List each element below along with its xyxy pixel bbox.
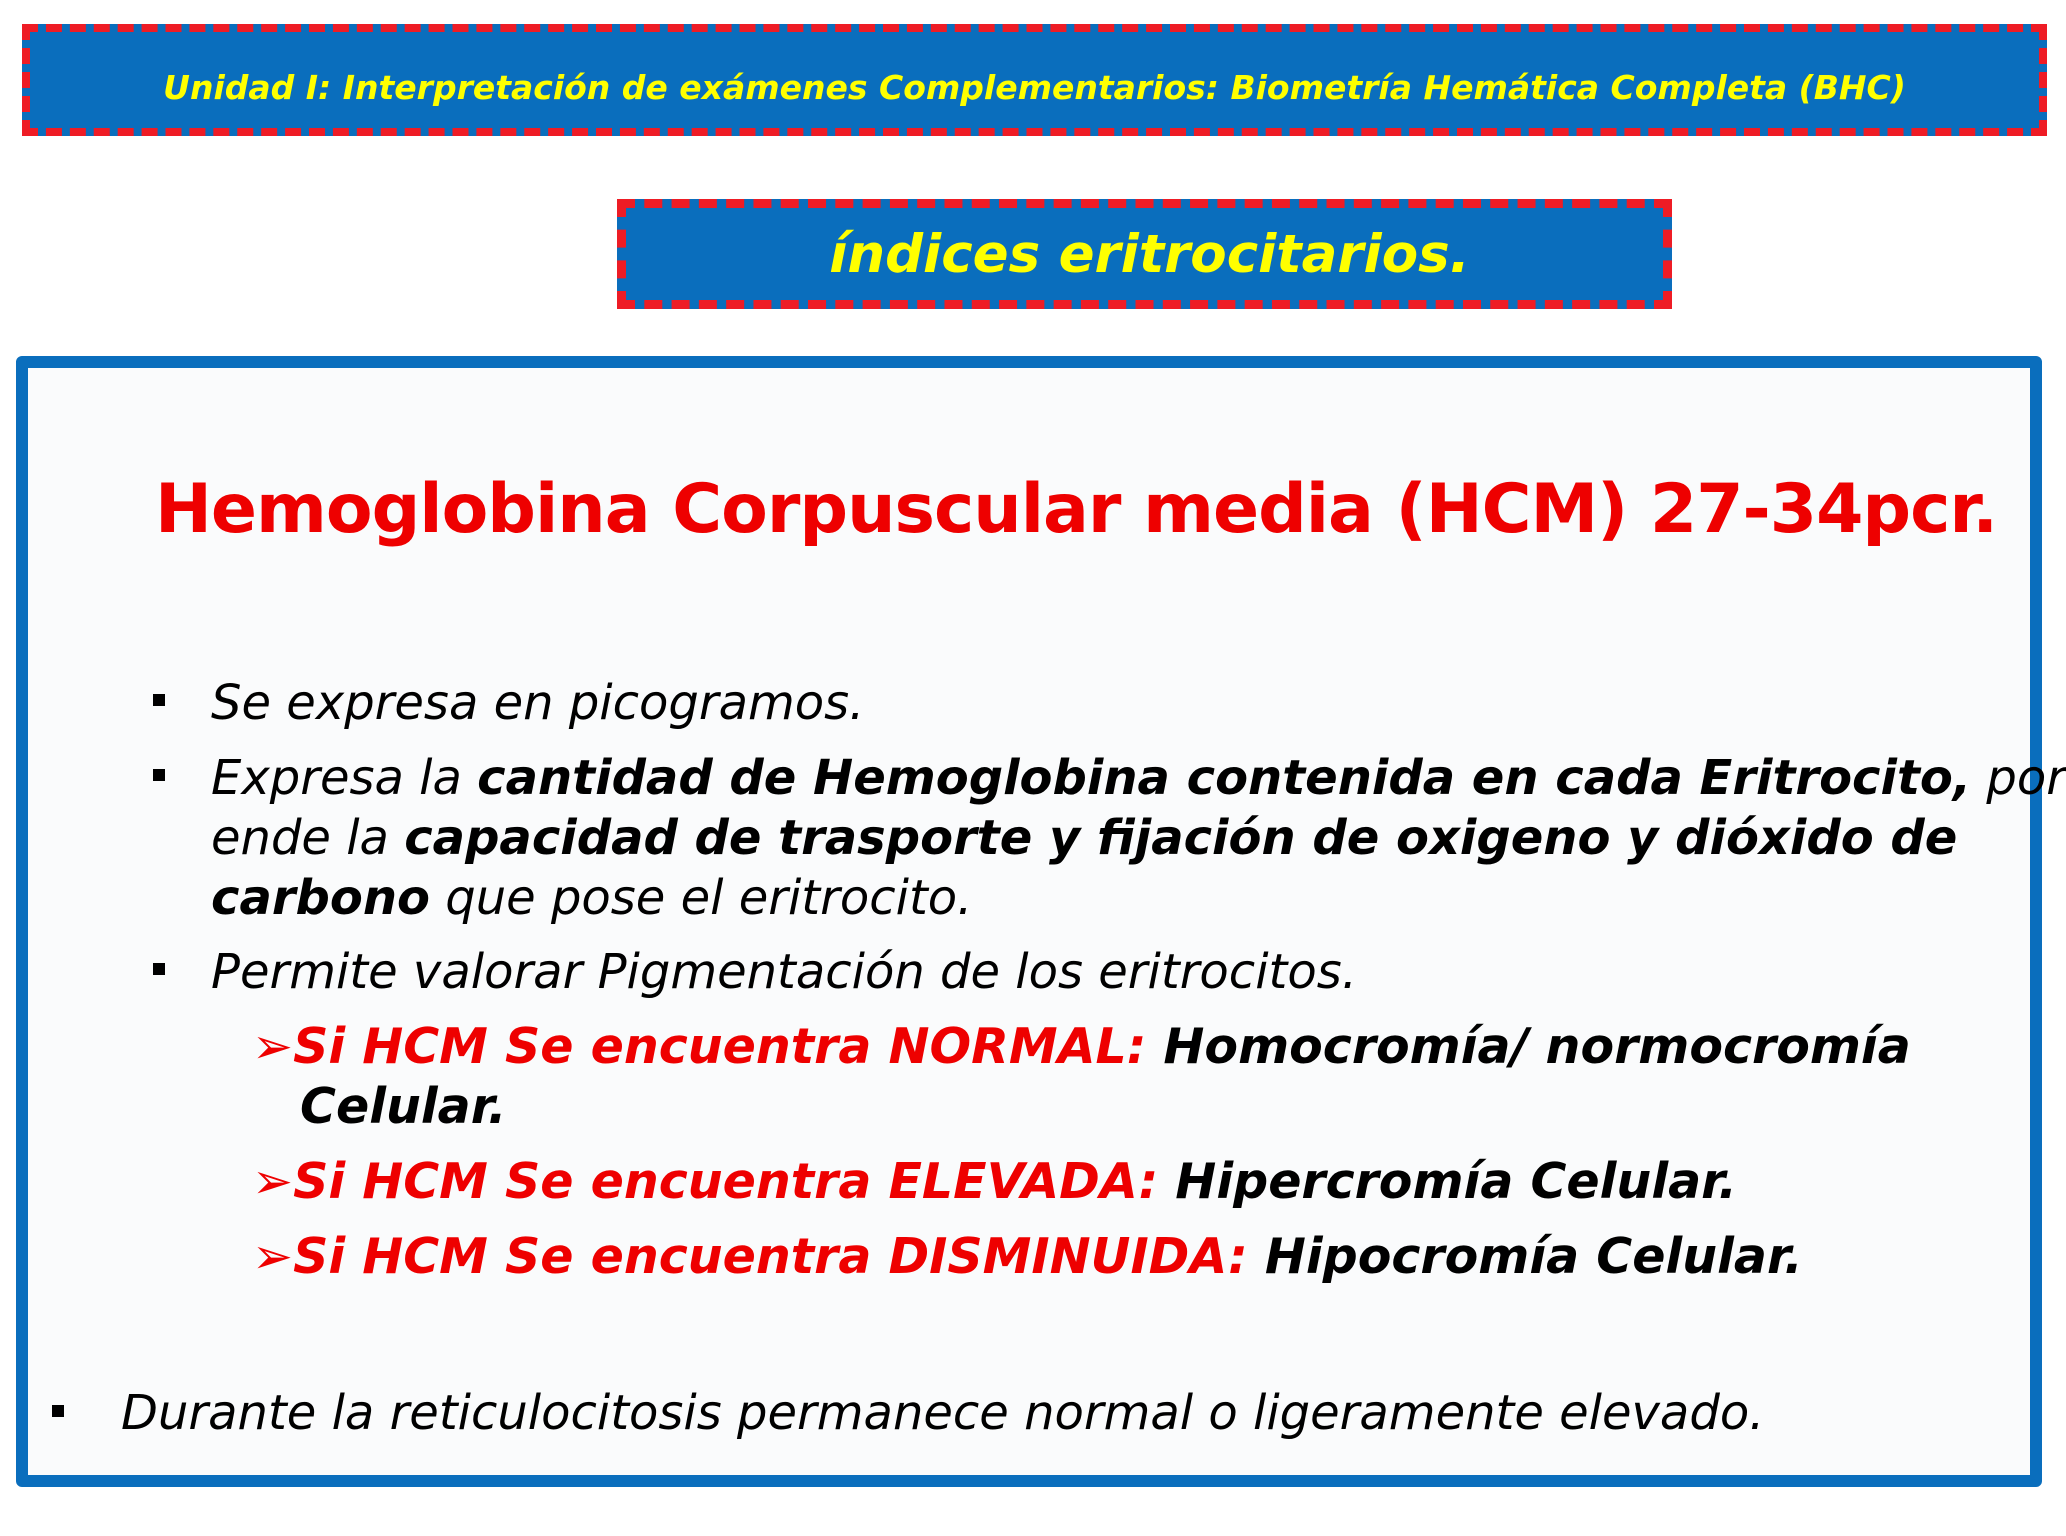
- bullet-marker: [153, 769, 165, 781]
- text-segment: por: [1971, 750, 2066, 806]
- result-text: Hipercromía Celular.: [1158, 1153, 1737, 1210]
- unit-title-banner: [22, 24, 2047, 136]
- text-segment: Expresa la: [211, 750, 478, 806]
- unit-title-text: Unidad I: Interpretación de exámenes Complementarios: Biometría Hemática Completa (BHC): [163, 67, 1906, 107]
- arrow-bullet-icon: ➢: [252, 1153, 294, 1210]
- bold-segment: cantidad de Hemoglobina contenida en cada Eritrocito,: [477, 750, 1972, 806]
- sub-item-elevada: [252, 1152, 1737, 1212]
- section-subtitle-text: índices eritrocitarios.: [829, 223, 1470, 285]
- bullet-text-cantidad-line2: [211, 808, 1957, 868]
- bullet-text-cantidad-line1: [211, 748, 2066, 808]
- result-text-cont: Celular.: [300, 1078, 507, 1135]
- bullet-marker: [52, 1405, 64, 1417]
- condition-text: Si HCM Se encuentra NORMAL:: [293, 1018, 1147, 1075]
- bold-segment: capacidad de trasporte y fijación de oxigeno y dióxido de: [404, 810, 1958, 866]
- sub-item-normal-cont: [300, 1077, 507, 1137]
- condition-text: Si HCM Se encuentra DISMINUIDA:: [293, 1228, 1248, 1285]
- bullet-text-cantidad-line3: [211, 868, 972, 928]
- result-text: Hipocromía Celular.: [1247, 1228, 1803, 1285]
- section-subtitle-box: [617, 199, 1672, 309]
- text-segment: que pose el eritrocito.: [430, 870, 973, 926]
- arrow-bullet-icon: ➢: [252, 1228, 294, 1285]
- bullet-marker: [153, 694, 165, 706]
- main-heading: Hemoglobina Corpuscular media (HCM) 27-34pcr.: [155, 470, 1998, 549]
- condition-text: Si HCM Se encuentra ELEVADA:: [293, 1153, 1159, 1210]
- sub-item-normal: [252, 1017, 1911, 1077]
- bold-segment: carbono: [211, 870, 430, 926]
- bullet-text-pigmentacion: Permite valorar Pigmentación de los eritrocitos.: [211, 944, 1357, 1000]
- arrow-bullet-icon: ➢: [252, 1018, 294, 1075]
- bullet-marker: [153, 963, 165, 975]
- bullet-text-picogramos: Se expresa en picogramos.: [211, 675, 865, 731]
- result-text: Homocromía/ normocromía: [1146, 1018, 1911, 1075]
- bullet-text-reticulocitosis: Durante la reticulocitosis permanece normal o ligeramente elevado.: [121, 1385, 1765, 1441]
- sub-item-disminuida: [252, 1227, 1803, 1287]
- text-segment: ende la: [211, 810, 405, 866]
